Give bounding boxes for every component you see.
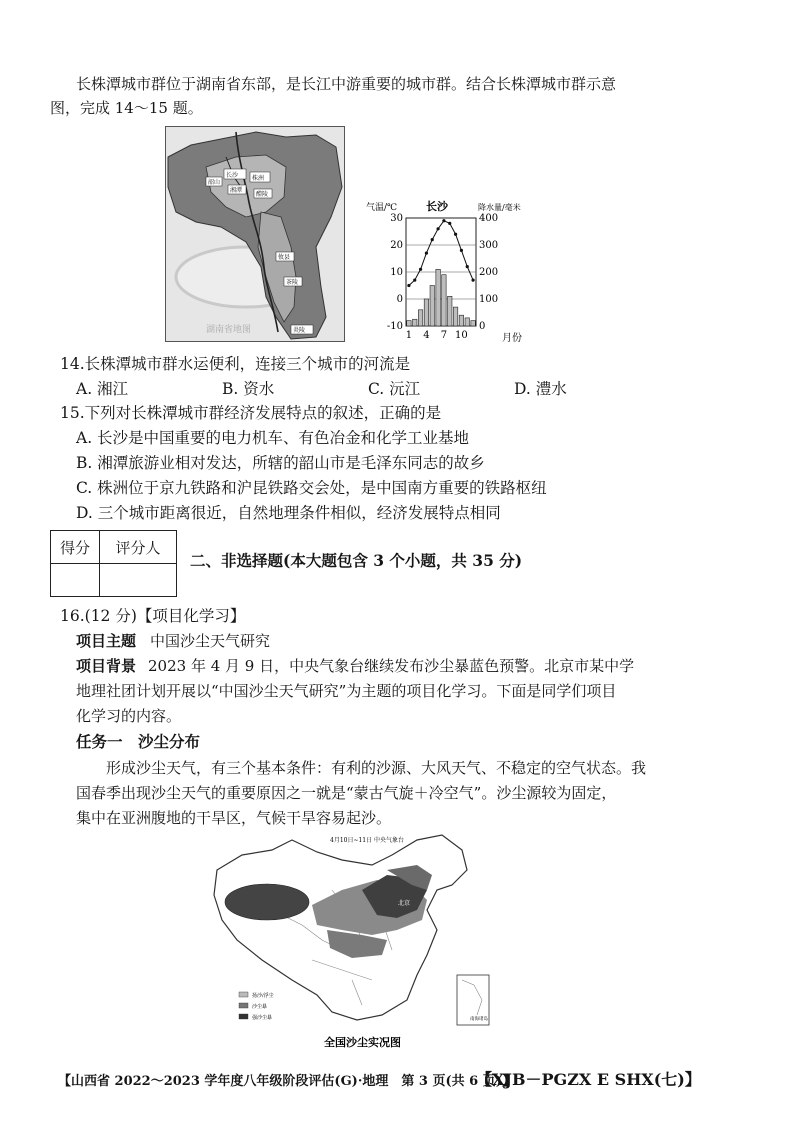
precip-bar [471,321,475,326]
paragraph-line-3: 集中在亚洲腹地的干旱区，气候干旱容易起沙。 [76,809,392,827]
climate-chart-svg [366,198,536,348]
legend-swatch-medium [239,1003,248,1008]
q15-option-d[interactable]: D. 三个城市距离很近，自然地理条件相似，经济发展特点相同 [76,504,501,522]
svg-text:韶山: 韶山 [208,179,221,186]
grader-cell[interactable] [100,564,177,597]
x-tick-label: 1 [405,330,413,341]
q15-option-c[interactable]: C. 株洲位于京九铁路和沪昆铁路交会处，是中国南方重要的铁路枢纽 [76,479,547,497]
project-background-label: 项目背景 [76,657,137,675]
x-tick-label: 7 [440,330,448,341]
svg-text:湘潭: 湘潭 [230,187,243,194]
task-1-heading: 任务一 沙尘分布 [76,732,201,751]
temperature-point [471,279,474,282]
svg-text:茶陵: 茶陵 [286,279,299,286]
project-background-line-3: 化学习的内容。 [76,707,182,725]
intro-line-1: 长株潭城市群位于湖南省东部，是长江中游重要的城市群。结合长株潭城市群示意 [76,75,617,93]
legend-swatch-dark [239,1014,248,1019]
y1-tick-label: 0 [396,294,403,305]
precip-bar [407,321,411,326]
legend-label-1: 扬沙/浮尘 [252,993,274,999]
q14-option-d[interactable]: D. 澧水 [514,380,567,398]
chart-y2-label: 降水量/毫米 [478,203,521,212]
y2-tick-label: 100 [479,294,499,305]
project-background-line-1 [76,654,634,678]
paragraph-line-2: 国春季出现沙尘天气的重要原因之一就是“蒙古气旋＋冷空气”。沙尘源较为固定， [76,784,617,802]
temperature-point [431,238,434,241]
project-background-text: 2023 年 4 月 9 日，中央气象台继续发布沙尘暴蓝色预警。北京市某中学 [148,657,635,675]
score-cell[interactable] [51,564,100,597]
svg-text:攸县: 攸县 [278,254,291,261]
legend-swatch-light [239,992,248,997]
paper-code: 【XJB－PGZX E SHX(七)】 [476,1070,701,1089]
svg-text:湖南省地图: 湖南省地图 [206,325,252,335]
precip-bar [442,275,446,326]
chart-x-label: 月份 [502,333,522,344]
chart-y1-label: 气温/℃ [366,203,398,213]
q14-option-b[interactable]: B. 资水 [222,380,275,398]
grader-header: 评分人 [100,531,177,564]
temperature-point [460,249,463,252]
q15-stem: 15.下列对长株潭城市群经济发展特点的叙述，正确的是 [60,404,442,422]
precip-bar [424,299,428,326]
y1-tick-label: 20 [390,240,403,251]
temperature-point [413,279,416,282]
y2-tick-label: 400 [479,213,499,224]
temperature-point [419,268,422,271]
svg-text:株洲: 株洲 [252,175,265,182]
temperature-point [442,219,445,222]
y2-tick-label: 300 [479,240,499,251]
china-dust-map-graphic [212,830,502,1050]
temperature-point [425,252,428,255]
temperature-point [448,222,451,225]
page-footer: 【山西省 2022～2023 学年度八年级阶段评估(G)·地理 第 3 页(共 6 页)】 [58,1074,515,1089]
legend-label-2: 沙尘暴 [252,1004,268,1010]
svg-text:炎陵: 炎陵 [293,327,306,334]
q14-option-c[interactable]: C. 沅江 [368,380,421,398]
precip-bar [418,310,422,326]
svg-text:醴陵: 醴陵 [256,191,269,198]
precip-bar [459,315,463,326]
map2-header: 4月10日~11日 中央气象台 [330,837,405,844]
project-background-line-2: 地理社团计划开展以“中国沙尘天气研究”为主题的项目化学习。下面是同学们项目 [76,682,617,700]
temperature-line [409,221,473,286]
temperature-point [454,233,457,236]
section-2-heading: 二、非选择题(本大题包含 3 个小题，共 35 分) [190,551,523,570]
paragraph-line-1: 形成沙尘天气，有三个基本条件：有利的沙源、大风天气、不稳定的空气状态。我 [106,759,647,777]
precip-bar [465,318,469,326]
precip-bar [413,319,417,326]
y1-tick-label: -10 [386,321,403,332]
intro-line-2: 图，完成 14～15 题。 [50,99,203,117]
map2-city-beijing: 北京 [398,900,411,907]
q15-option-b[interactable]: B. 湘潭旅游业相对发达，所辖的韶山市是毛泽东同志的故乡 [76,454,485,472]
q16-heading: 16.(12 分)【项目化学习】 [60,607,246,625]
q14-option-a[interactable]: A. 湘江 [76,380,129,398]
x-tick-label: 4 [423,330,430,341]
svg-text:长沙: 长沙 [226,172,239,179]
precip-bar [448,296,452,326]
score-table [50,530,177,597]
map2-caption: 全国沙尘实况图 [324,1036,401,1049]
changsha-climate-chart [366,198,536,348]
y2-tick-label: 200 [479,267,499,278]
q14-stem: 14.长株潭城市群水运便利，连接三个城市的河流是 [60,355,411,373]
inset-label: 南海诸岛 [470,1017,488,1022]
temperature-point [407,284,410,287]
q15-option-a[interactable]: A. 长沙是中国重要的电力机车、有色冶金和化学工业基地 [76,429,470,447]
x-tick-label: 10 [455,330,468,341]
precip-bar [436,269,440,326]
project-topic-label: 项目主题 [76,632,137,650]
project-topic-value: 中国沙尘天气研究 [150,632,271,650]
legend-label-3: 强沙尘暴 [252,1015,273,1021]
project-topic [76,629,270,653]
precip-bar [453,307,457,326]
temperature-point [466,265,469,268]
score-header: 得分 [51,531,100,564]
changzhutan-map-graphic [166,127,344,341]
changzhutan-map [165,126,345,342]
china-dust-map [212,830,502,1050]
chart-title: 长沙 [426,200,448,213]
temperature-point [436,227,439,230]
precip-bar [430,286,434,327]
y1-tick-label: 30 [390,213,403,224]
y1-tick-label: 10 [390,267,403,278]
y2-tick-label: 0 [479,321,486,332]
